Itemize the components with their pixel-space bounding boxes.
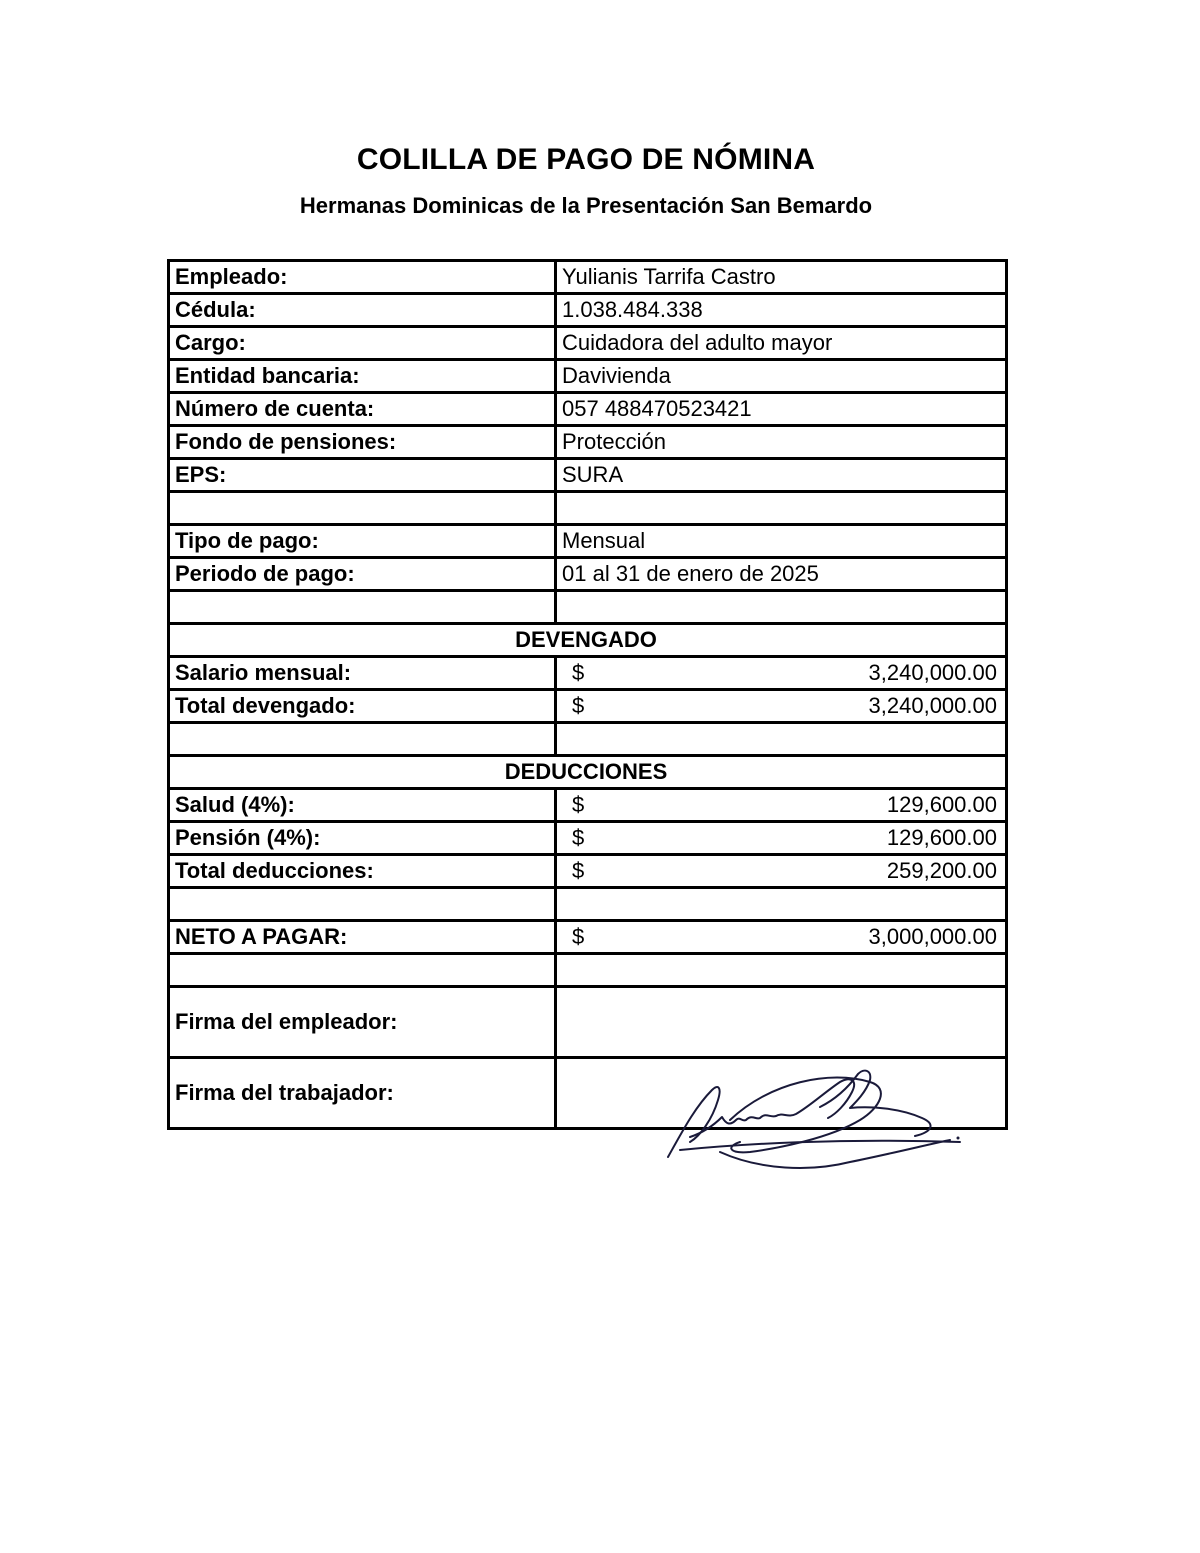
value-tipo-pago: Mensual [556,525,1007,558]
currency-symbol: $ [572,825,585,850]
label-salario: Salario mensual: [169,657,556,690]
blank-cell [169,954,556,987]
row-pensiones [169,426,1007,459]
payroll-table [167,259,1008,1130]
row-cargo [169,327,1007,360]
label-salud: Salud (4%): [169,789,556,822]
firma-empleador-cell [556,987,1007,1058]
row-blank [169,492,1007,525]
blank-cell [169,723,556,756]
currency-symbol: $ [572,792,585,817]
value-empleado: Yulianis Tarrifa Castro [556,261,1007,294]
document-subtitle: Hermanas Dominicas de la Presentación San Bemardo [299,193,873,218]
row-empleado [169,261,1007,294]
row-neto [169,921,1007,954]
row-blank [169,723,1007,756]
label-cuenta: Número de cuenta: [169,393,556,426]
value-banco: Davivienda [556,360,1007,393]
value-cargo: Cuidadora del adulto mayor [556,327,1007,360]
blank-cell [169,888,556,921]
value-total-deducciones-cell [556,855,1007,888]
value-pension: 129,600.00 [886,825,997,850]
label-banco: Entidad bancaria: [169,360,556,393]
label-neto: NETO A PAGAR: [169,921,556,954]
blank-cell [556,492,1007,525]
value-total-deducciones: 259,200.00 [886,858,997,883]
label-periodo: Periodo de pago: [169,558,556,591]
row-blank [169,954,1007,987]
row-pension [169,822,1007,855]
label-pensiones: Fondo de pensiones: [169,426,556,459]
blank-cell [556,591,1007,624]
blank-cell [169,492,556,525]
currency-symbol: $ [572,660,585,685]
label-pension: Pensión (4%): [169,822,556,855]
value-total-devengado-cell [556,690,1007,723]
label-cedula: Cédula: [169,294,556,327]
value-neto-cell [556,921,1007,954]
row-total-devengado [169,690,1007,723]
row-blank [169,888,1007,921]
blank-cell [556,888,1007,921]
currency-symbol: $ [572,858,585,883]
row-cedula [169,294,1007,327]
row-banco [169,360,1007,393]
label-empleado: Empleado: [169,261,556,294]
label-total-deducciones: Total deducciones: [169,855,556,888]
value-salario-cell [556,657,1007,690]
value-salud: 129,600.00 [886,792,997,817]
row-cuenta [169,393,1007,426]
value-pensiones: Protección [556,426,1007,459]
section-devengado: DEVENGADO [169,624,1007,657]
label-tipo-pago: Tipo de pago: [169,525,556,558]
label-cargo: Cargo: [169,327,556,360]
label-firma-empleador: Firma del empleador: [169,987,556,1058]
row-tipo-pago [169,525,1007,558]
value-pension-cell [556,822,1007,855]
label-firma-trabajador: Firma del trabajador: [169,1058,556,1129]
row-total-deducciones [169,855,1007,888]
row-salario [169,657,1007,690]
value-neto: 3,000,000.00 [868,924,997,949]
label-eps: EPS: [169,459,556,492]
currency-symbol: $ [572,924,585,949]
value-salud-cell [556,789,1007,822]
value-cedula: 1.038.484.338 [556,294,1007,327]
value-cuenta: 057 488470523421 [556,393,1007,426]
row-salud [169,789,1007,822]
value-periodo: 01 al 31 de enero de 2025 [556,558,1007,591]
row-blank [169,591,1007,624]
document-title: COLILLA DE PAGO DE NÓMINA [356,143,816,176]
currency-symbol: $ [572,693,585,718]
value-salario: 3,240,000.00 [868,660,997,685]
row-periodo [169,558,1007,591]
value-total-devengado: 3,240,000.00 [868,693,997,718]
blank-cell [556,723,1007,756]
row-section-devengado [169,624,1007,657]
blank-cell [556,954,1007,987]
blank-cell [169,591,556,624]
label-total-devengado: Total devengado: [169,690,556,723]
row-section-deducciones [169,756,1007,789]
row-firma-empleador [169,987,1007,1058]
value-eps: SURA [556,459,1007,492]
row-eps [169,459,1007,492]
handwritten-signature [660,1062,970,1182]
section-deducciones: DEDUCCIONES [169,756,1007,789]
